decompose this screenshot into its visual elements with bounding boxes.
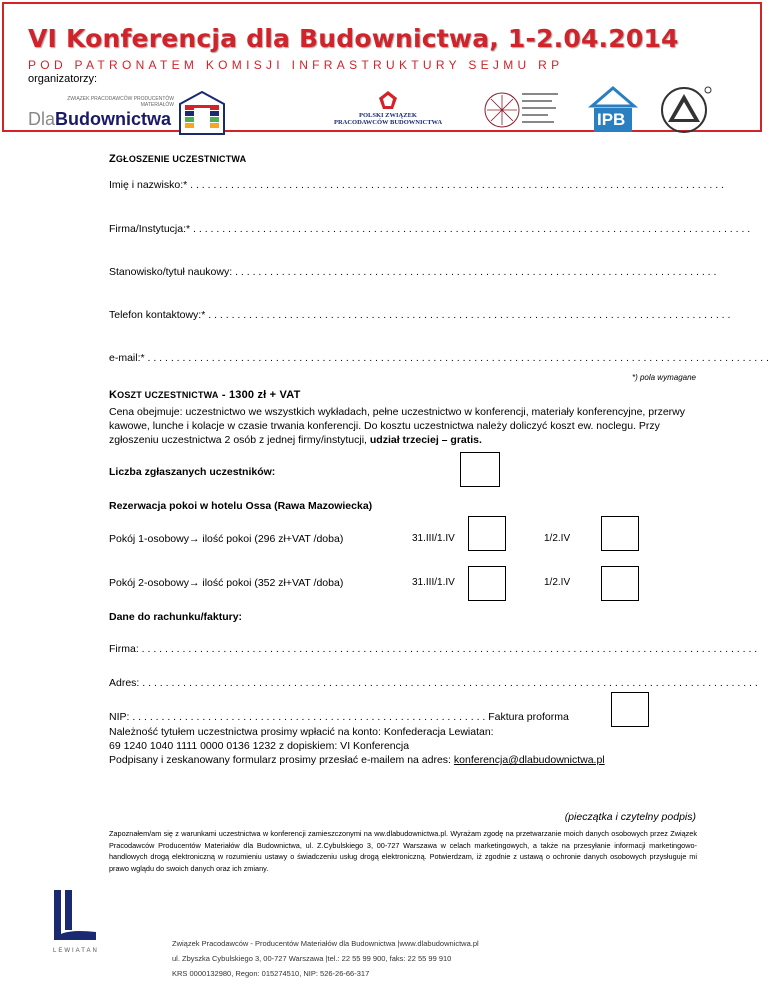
- header-frame: [2, 2, 762, 132]
- room-double-date1-box[interactable]: [468, 566, 506, 601]
- participants-count-box[interactable]: [460, 452, 500, 487]
- footer-line1: Związek Pracodawców - Producentów Materiałów dla Budownictwa |www.dlabudownictwa.pl: [172, 939, 479, 948]
- footer: [172, 936, 479, 981]
- dla-budownictwa-small-text: ZWIĄZEK PRACODAWCÓW PRODUCENTÓW MATERIAŁÓW: [67, 96, 174, 108]
- polska-izba-logo: [482, 90, 562, 132]
- ppzb-line1: POLSKI ZWIĄZEK: [359, 112, 417, 119]
- signature-label: (pieczątka i czytelny podpis): [564, 811, 696, 823]
- ipb-logo: [588, 86, 638, 134]
- footer-line2: ul. Zbyszka Cybulskiego 3, 00-727 Warszawa |tel.: 22 55 99 900, faks: 22 55 99 910: [172, 954, 452, 963]
- house-stripes-logo: [176, 90, 228, 136]
- room-single-date1: 31.III/1.IV: [412, 533, 455, 544]
- field-phone[interactable]: Telefon kontaktowy:* . . . . . . . . . . . . . . . . . . . . . . . . . . . . . . . . . . . . . . . . . . . . . . . . . . . . . . . . . . . . . . . . . . . . . . . . . . . . . . . . . . . . . . . . . .: [109, 309, 731, 321]
- legal-consent: Zapoznałem/am się z warunkami uczestnictwa w konferencji zamieszczonymi na ww.dlabudownictwa.pl. Wyrażam zgodę na przetwarzanie moich danych osobowych przez Związek Pracodawców Producentów Materiałów dla Budownictwa, ul. Z.Cybulskiego 3, 00-727 Warszawa w celach marketingowych, a także na przesyłanie informacji marketingowo-handlowych drogą elektroniczną w rozumieniu ustawy o świadczeniu usług drogą elektroniczną. Potwierdzam, iż zgodnie z ustawą o ochronie danych osobowych przysługuje mi prawo wglądu do swoich danych oraz ich zmiany.: [109, 829, 697, 873]
- send-line: Podpisany i zeskanowany formularz prosimy przesłać e-mailem na adres: konferencja@dlabudownictwa.pl: [109, 754, 605, 766]
- room-single-date1-box[interactable]: [468, 516, 506, 551]
- patronage-line: POD PATRONATEM KOMISJI INFRASTRUKTURY SEJMU RP: [28, 58, 564, 72]
- ipb-text: IPB: [597, 110, 626, 129]
- cost-description: Cena obejmuje: uczestnictwo we wszystkich wykładach, pełne uczestnictwo w konferencji, materiały konferencyjne, przerwy kawowe, lunche i kolacje w czasie trwania konferencji. Do kosztu uczestnictwa należy doliczyć koszt ew. noclegu. Przy zgłoszeniu uczestnictwa 2 osób z jednej firmy/instytucji, udział trzeciej – gratis.: [109, 406, 685, 446]
- room-double-label: Pokój 2-osobowy→ ilość pokoi (352 zł+VAT /doba): [109, 577, 344, 589]
- lewiatan-mark-icon: [50, 888, 100, 946]
- field-company[interactable]: Firma/Instytucja:* . . . . . . . . . . . . . . . . . . . . . . . . . . . . . . . . . . . . . . . . . . . . . . . . . . . . . . . . . . . . . . . . . . . . . . . . . . . . . . . . . . . . . . . . . . . . . . . .: [109, 223, 751, 235]
- invoice-company-field[interactable]: Firma: . . . . . . . . . . . . . . . . . . . . . . . . . . . . . . . . . . . . . . . . . . . . . . . . . . . . . . . . . . . . . . . . . . . . . . . . . . . . . . . . . . . . . . . . . . . . . . . . . . . . . . . . . .: [109, 643, 758, 655]
- registration-section-title: ZGŁOSZENIE UCZESTNICTWA: [109, 153, 247, 165]
- proforma-checkbox[interactable]: [611, 692, 649, 727]
- organizers-label: organizatorzy:: [28, 73, 98, 85]
- invoice-nip-field[interactable]: NIP: . . . . . . . . . . . . . . . . . . . . . . . . . . . . . . . . . . . . . . . . . . . . . . . . . . . . . . . . . . . . . Faktura proforma: [109, 711, 569, 723]
- payment-info: [109, 725, 697, 767]
- field-email[interactable]: e-mail:* . . . . . . . . . . . . . . . . . . . . . . . . . . . . . . . . . . . . . . . . . . . . . . . . . . . . . . . . . . . . . . . . . . . . . . . . . . . . . . . . . . . . . . . . . . . . . . . . . . . . . . . . . . .: [109, 352, 769, 364]
- invoice-label: Dane do rachunku/faktury:: [109, 611, 243, 623]
- invoice-address-field[interactable]: Adres: . . . . . . . . . . . . . . . . . . . . . . . . . . . . . . . . . . . . . . . . . . . . . . . . . . . . . . . . . . . . . . . . . . . . . . . . . . . . . . . . . . . . . . . . . . . . . . . . . . . . . . . . . .: [109, 677, 758, 689]
- room-double-date2-box[interactable]: [601, 566, 639, 601]
- lewiatan-logo: [50, 888, 100, 958]
- ppzb-line2: PRACODAWCÓW BUDOWNICTWA: [333, 118, 443, 126]
- field-full-name[interactable]: Imię i nazwisko:* . . . . . . . . . . . . . . . . . . . . . . . . . . . . . . . . . . . . . . . . . . . . . . . . . . . . . . . . . . . . . . . . . . . . . . . . . . . . . . . . . . . . . . . . . . . .: [109, 179, 724, 191]
- room-single-date2: 1/2.IV: [544, 533, 571, 544]
- room-double-date1: 31.III/1.IV: [412, 577, 455, 588]
- proforma-label: Faktura proforma: [488, 711, 569, 723]
- field-position[interactable]: Stanowisko/tytuł naukowy: . . . . . . . . . . . . . . . . . . . . . . . . . . . . . . . . . . . . . . . . . . . . . . . . . . . . . . . . . . . . . . . . . . . . . . . . . . . . . . . . . . .: [109, 266, 717, 278]
- room-single-date2-box[interactable]: [601, 516, 639, 551]
- room-double-date2: 1/2.IV: [544, 577, 571, 588]
- room-single-label: Pokój 1-osobowy→ ilość pokoi (296 zł+VAT /doba): [109, 533, 344, 545]
- ppzb-emblem-icon: [378, 90, 398, 110]
- lewiatan-text: LEWIATAN: [53, 948, 99, 954]
- triangle-seal-logo: [654, 84, 714, 136]
- dla-budownictwa-wordmark: DlaBudownictwa: [28, 109, 172, 129]
- conference-title: VI Konferencja dla Budownictwa, 1-2.04.2014: [28, 24, 679, 53]
- payment-line: Należność tytułem uczestnictwa prosimy wpłacić na konto: Konfederacja Lewiatan:: [109, 726, 494, 738]
- dla-budownictwa-logo: [28, 96, 174, 130]
- footer-line3: KRS 0000132980, Regon: 015274510, NIP: 526-26-66-317: [172, 969, 370, 978]
- ppzb-logo: [326, 90, 450, 130]
- participants-label: Liczba zgłaszanych uczestników:: [109, 466, 276, 478]
- required-note: *) pola wymagane: [631, 373, 696, 382]
- account-line: 69 1240 1040 1111 0000 0136 1232 z dopiskiem: VI Konferencja: [109, 740, 410, 752]
- hotel-label: Rezerwacja pokoi w hotelu Ossa (Rawa Mazowiecka): [109, 500, 373, 512]
- cost-section-title: KOSZT UCZESTNICTWA - 1300 zł + VAT: [109, 389, 301, 401]
- contact-email-link[interactable]: konferencja@dlabudownictwa.pl: [453, 754, 605, 766]
